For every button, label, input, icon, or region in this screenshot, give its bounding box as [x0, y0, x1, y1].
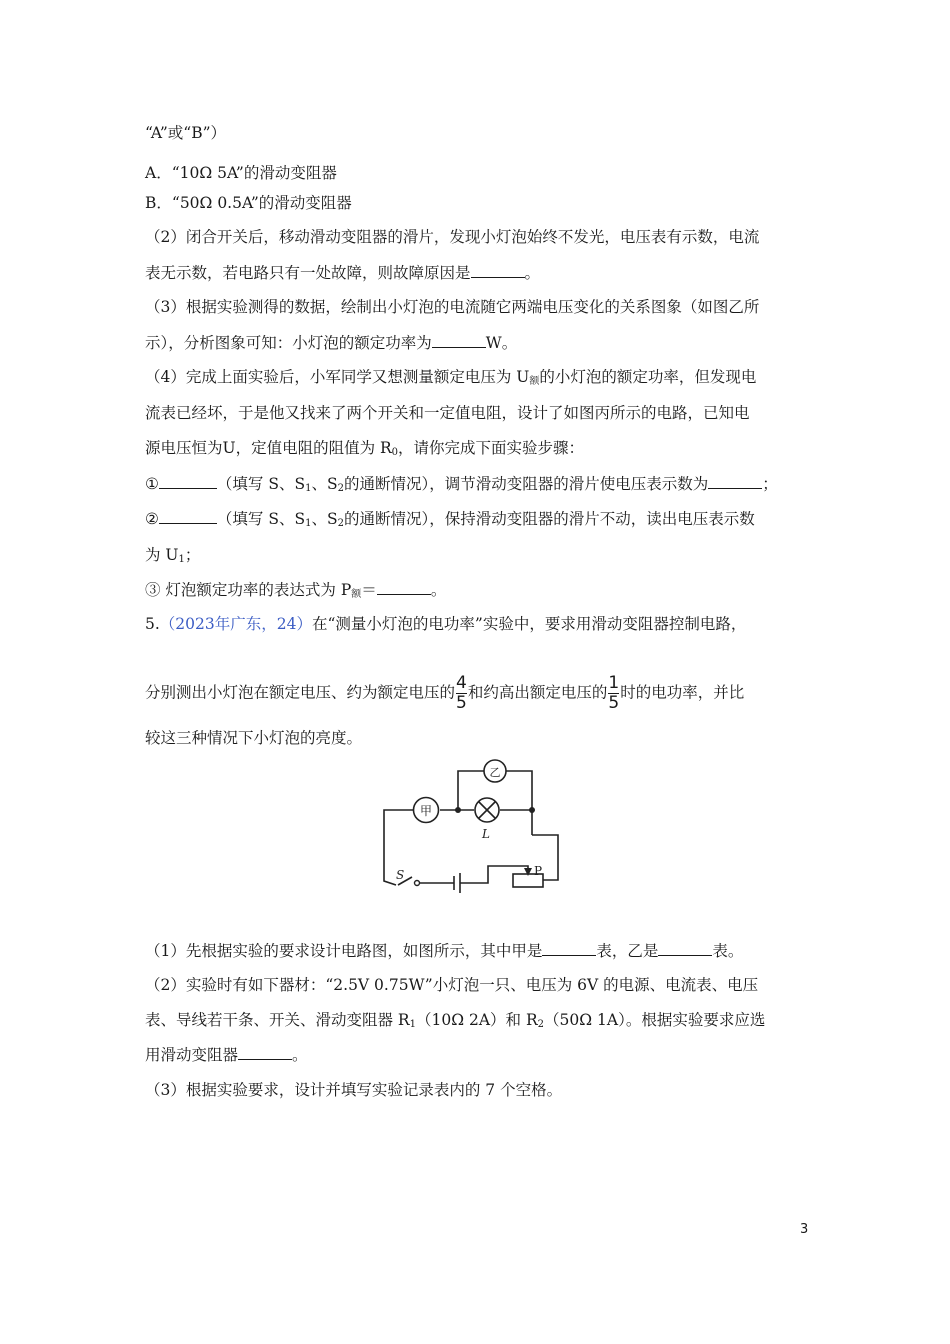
fraction-four-fifths: $\frac{4}{5}$ [456, 673, 467, 713]
text-line: 流表已经坏，于是他又找来了两个开关和一定值电阻，设计了如图丙所示的电路，已知电 [145, 404, 750, 422]
page-number: 3 [800, 1222, 809, 1237]
switch-terminal [415, 881, 420, 886]
answer-blank[interactable] [159, 509, 217, 524]
text-line: 分别测出小灯泡在额定电压、约为额定电压的$\frac{4}{5}$ 和约高出额定电压的$\frac{1}{5}$ 时的电功率，并比 [145, 673, 745, 713]
step-1: ① （填写 S、$S_1$、$S_2$的通断情况），调节滑动变阻器的滑片使电压表示数为 ； [145, 475, 778, 494]
answer-blank[interactable] [238, 1045, 292, 1060]
option-b: B．“50Ω 0.5A”的滑动变阻器 [145, 194, 352, 212]
junction-dot [455, 807, 461, 813]
answer-blank[interactable] [542, 941, 596, 956]
text-line: 表、导线若干条、开关、滑动变阻器 $R_1(10\Omega$ 2A）和 $R_2(50\Omega$ 1A）。根据实验要求应选 [145, 1011, 766, 1030]
answer-blank[interactable] [471, 263, 525, 278]
text-line: 示），分析图象可知：小灯泡的额定功率为 W。 [145, 334, 518, 352]
text-line: （3）根据实验测得的数据，绘制出小灯泡的电流随它两端电压变化的关系图象（如图乙所 [145, 298, 760, 316]
text-line: 用滑动变阻器 。 [145, 1046, 308, 1064]
option-a: A．“10Ω 5A”的滑动变阻器 [145, 164, 337, 182]
slider-label: P [534, 864, 543, 878]
junction-dot [529, 807, 535, 813]
text-line: （4）完成上面实验后，小军同学又想测量额定电压为 $U_额$的小灯泡的额定功率，但发现电 [145, 368, 757, 387]
text-line: （3）根据实验要求，设计并填写实验记录表内的 7 个空格。 [145, 1081, 563, 1099]
step-2: ② （填写 S、$S_1$、$S_2$的通断情况），保持滑动变阻器的滑片不动，读出电压表示数 [145, 510, 755, 529]
switch-label: S [396, 868, 405, 882]
answer-blank[interactable] [708, 474, 762, 489]
question-5-heading: 5.（2023年广东，24）在“测量小灯泡的电功率”实验中，要求用滑动变阻器控制电路， [145, 615, 747, 633]
question-source-link[interactable]: （2023年广东，24） [159, 615, 312, 633]
lamp-label: L [482, 827, 490, 841]
text-line: “A”或“B”） [145, 124, 227, 142]
text-line: 源电压恒为U，定值电阻的阻值为 $R_0$，请你完成下面实验步骤： [145, 439, 585, 458]
text-line: 较这三种情况下小灯泡的亮度。 [145, 729, 363, 747]
answer-blank[interactable] [432, 333, 486, 348]
step-3: ③ 灯泡额定功率的表达式为 $P_额=$ 。 [145, 581, 447, 600]
text-line: （2）闭合开关后，移动滑动变阻器的滑片，发现小灯泡始终不发光，电压表有示数，电流 [145, 228, 760, 246]
circuit-diagram [370, 750, 570, 900]
meter-jia-label: 甲 [419, 804, 433, 818]
answer-blank[interactable] [377, 580, 431, 595]
answer-blank[interactable] [159, 474, 217, 489]
fraction-one-fifth: $\frac{1}{5}$ [608, 673, 620, 713]
text-line: 为 $U_1$； [145, 546, 201, 565]
meter-yi-label: 乙 [489, 766, 501, 779]
text-line: （1）先根据实验的要求设计电路图，如图所示，其中甲是 表，乙是 表。 [145, 942, 744, 960]
text-line: 表无示数，若电路只有一处故障，则故障原因是 。 [145, 264, 541, 282]
text-line: （2）实验时有如下器材：“2.5V 0.75W”小灯泡一只、电压为 6V 的电源、电流表、电压 [145, 976, 759, 994]
answer-blank[interactable] [658, 941, 712, 956]
